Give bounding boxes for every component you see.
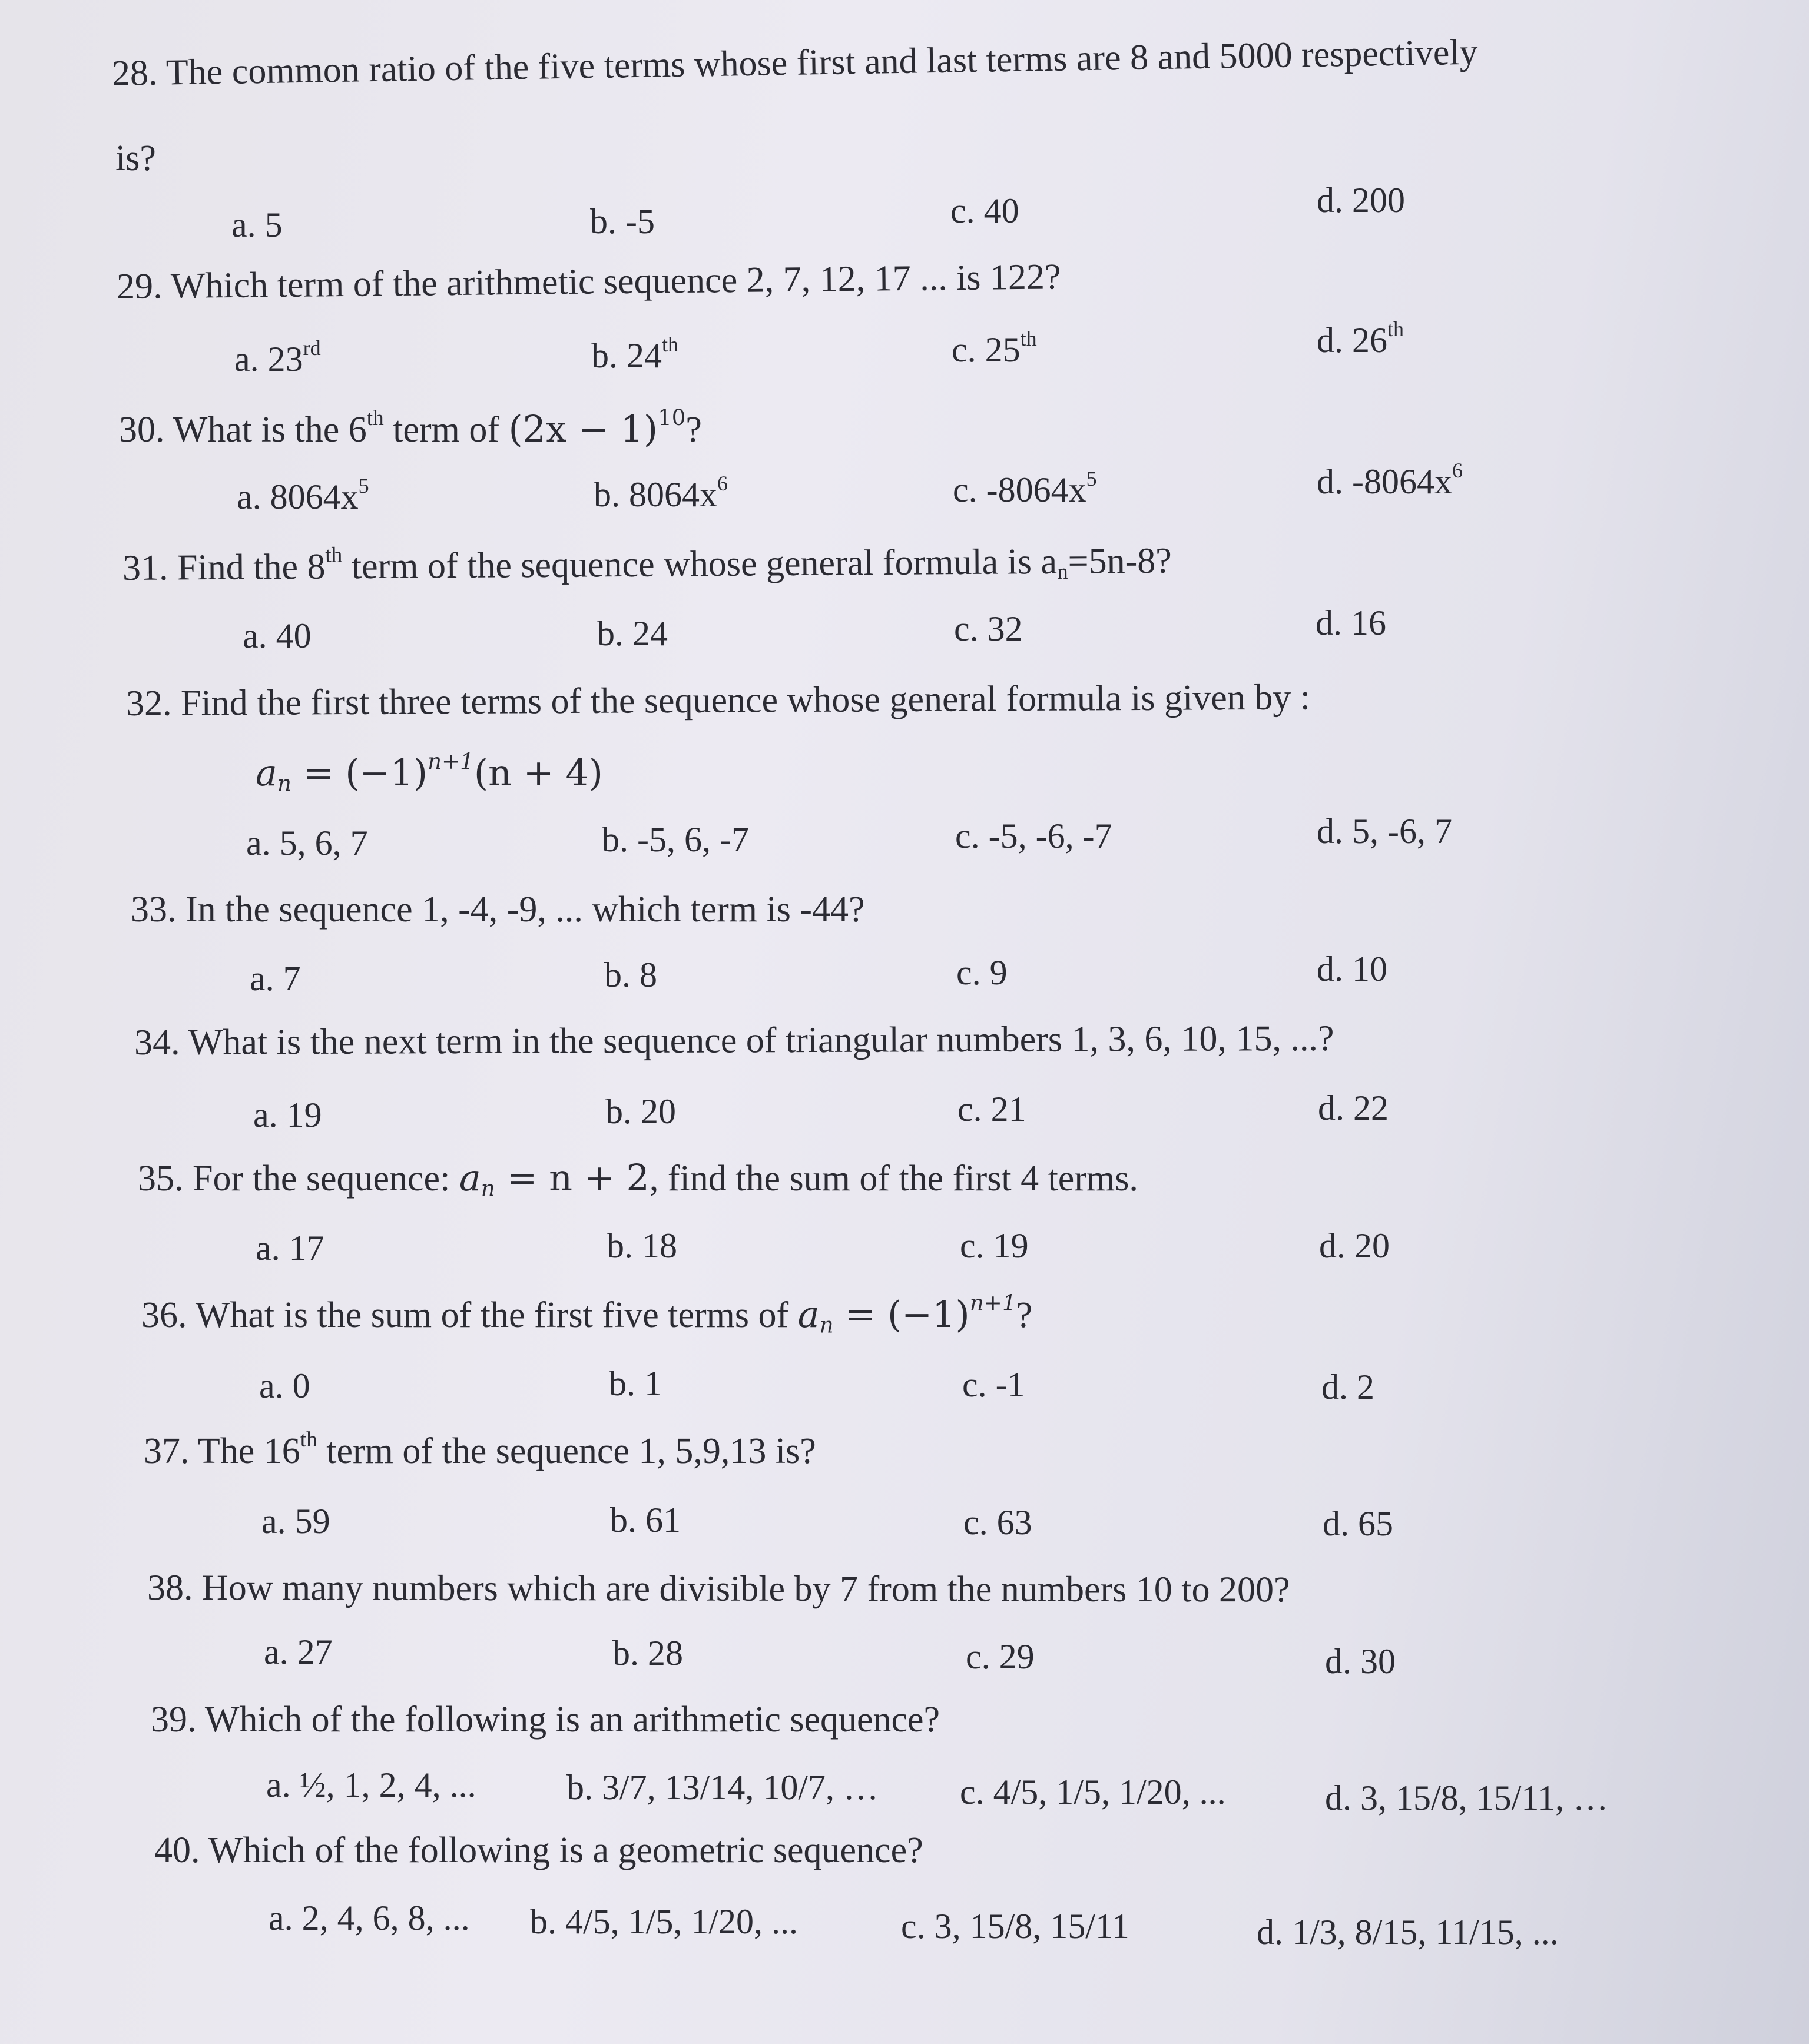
option-28-d[interactable]: d. 200 xyxy=(1317,181,1405,220)
option-38-a[interactable]: a. 27 xyxy=(264,1632,333,1671)
option-28-b[interactable]: b. -5 xyxy=(590,202,655,241)
question-number: 39. xyxy=(151,1700,197,1740)
question-34 xyxy=(134,1017,1334,1064)
option-38-d[interactable]: d. 30 xyxy=(1325,1642,1396,1681)
option-35-b[interactable]: b. 18 xyxy=(607,1226,677,1265)
question-text: Which of the following is an arithmetic sequence? xyxy=(204,1700,940,1740)
option-31-a[interactable]: a. 40 xyxy=(243,616,312,655)
question-number: 33. xyxy=(131,890,177,930)
question-28-continued xyxy=(115,137,156,180)
option-30-c[interactable]: c. $-8064x^5$ xyxy=(953,467,1097,509)
option-34-b[interactable]: b. 20 xyxy=(605,1092,676,1131)
question-38 xyxy=(147,1566,1290,1611)
option-37-d[interactable]: d. 65 xyxy=(1323,1504,1393,1543)
question-32 xyxy=(126,675,1310,725)
question-text: How many numbers which are divisible by 7 from the numbers 10 to 200? xyxy=(201,1568,1290,1610)
option-33-b[interactable]: b. 8 xyxy=(604,955,657,994)
question-number: 40. xyxy=(154,1830,200,1870)
option-32-b[interactable]: b. -5, 6, -7 xyxy=(602,820,749,859)
question-number: 28. xyxy=(111,52,158,94)
option-31-d[interactable]: d. 16 xyxy=(1316,603,1386,642)
option-39-a[interactable]: a. ½, 1, 2, 4, ... xyxy=(266,1766,476,1804)
question-number: 36. xyxy=(141,1295,187,1335)
option-35-c[interactable]: c. 19 xyxy=(960,1226,1029,1265)
option-32-a[interactable]: a. 5, 6, 7 xyxy=(246,824,368,862)
option-29-d[interactable]: d. 26th xyxy=(1317,317,1404,360)
question-36: 36. What is the sum of the first five terms of $a_n = (-1)^{n+1}$? xyxy=(141,1290,1033,1338)
option-40-d[interactable]: d. 1/3, 8/15, 11/15, ... xyxy=(1257,1913,1559,1952)
option-36-d[interactable]: d. 2 xyxy=(1321,1368,1374,1406)
option-36-a[interactable]: a. 0 xyxy=(259,1366,310,1405)
option-39-b[interactable]: b. 3/7, 13/14, 10/7, … xyxy=(566,1768,879,1807)
option-31-c[interactable]: c. 32 xyxy=(954,609,1023,648)
option-40-a[interactable]: a. 2, 4, 6, 8, ... xyxy=(269,1899,470,1937)
question-number: 32. xyxy=(125,683,172,724)
option-34-c[interactable]: c. 21 xyxy=(957,1090,1026,1129)
option-36-b[interactable]: b. 1 xyxy=(609,1364,662,1403)
option-31-b[interactable]: b. 24 xyxy=(597,614,668,653)
option-38-c[interactable]: c. 29 xyxy=(966,1637,1035,1676)
option-40-b[interactable]: b. 4/5, 1/5, 1/20, ... xyxy=(530,1902,799,1941)
option-32-c[interactable]: c. -5, -6, -7 xyxy=(955,817,1112,855)
option-35-a[interactable]: a. 17 xyxy=(256,1229,324,1267)
question-28 xyxy=(111,31,1478,95)
option-28-a[interactable]: a. 5 xyxy=(231,205,283,244)
question-text: The common ratio of the five terms whose first and last terms are 8 and 5000 respectively xyxy=(165,32,1479,93)
option-32-d[interactable]: d. 5, -6, 7 xyxy=(1317,812,1452,851)
question-33 xyxy=(131,888,865,931)
question-number: 29. xyxy=(116,266,163,307)
question-37: 37. The 16th term of the sequence 1, 5,9,13 is? xyxy=(144,1428,816,1471)
question-text: Which term of the arithmetic sequence 2, 7, 12, 17 ... is 122? xyxy=(170,257,1061,307)
question-text: Find the first three terms of the sequence whose general formula is given by : xyxy=(180,677,1311,724)
question-40 xyxy=(154,1829,923,1872)
question-number: 34. xyxy=(134,1022,180,1063)
option-40-c[interactable]: c. 3, 15/8, 15/11 xyxy=(901,1907,1129,1946)
option-34-a[interactable]: a. 19 xyxy=(253,1096,322,1134)
option-29-b[interactable]: b. 24th xyxy=(591,333,679,375)
question-text: Which of the following is a geometric sequence? xyxy=(208,1830,923,1870)
question-29 xyxy=(117,255,1061,308)
option-33-d[interactable]: d. 10 xyxy=(1317,950,1387,988)
option-37-c[interactable]: c. 63 xyxy=(963,1503,1032,1542)
question-number: 30. xyxy=(119,410,165,450)
option-28-c[interactable]: c. 40 xyxy=(950,191,1019,230)
option-34-d[interactable]: d. 22 xyxy=(1318,1089,1389,1127)
option-30-d[interactable]: d. $-8064x^6$ xyxy=(1317,459,1463,501)
question-number: 37. xyxy=(144,1431,190,1471)
option-30-b[interactable]: b. $8064x^6$ xyxy=(594,472,728,514)
option-33-c[interactable]: c. 9 xyxy=(956,953,1008,992)
question-number: 31. xyxy=(122,548,168,588)
question-31: 31. Find the 8th term of the sequence whose general formula is $a_n=5n-8$? xyxy=(122,540,1172,588)
option-38-b[interactable]: b. 28 xyxy=(612,1634,683,1673)
question-35: 35. For the sequence: $a_n = n + 2$, find the sum of the first 4 terms. xyxy=(138,1156,1138,1202)
question-32-formula: $a_n = (-1)^{n+1}(n + 4)$ xyxy=(256,748,603,797)
option-33-a[interactable]: a. 7 xyxy=(250,959,301,998)
question-number: 38. xyxy=(147,1568,193,1608)
question-30: 30. What is the 6th term of $(2x - 1)^{10}$? xyxy=(119,404,702,450)
option-37-b[interactable]: b. 61 xyxy=(610,1501,681,1539)
question-39 xyxy=(151,1698,940,1741)
option-29-c[interactable]: c. 25th xyxy=(952,327,1037,369)
option-30-a[interactable]: a. $8064x^5$ xyxy=(237,474,369,516)
question-number: 35. xyxy=(138,1159,184,1199)
question-text-continued: is? xyxy=(115,138,156,178)
option-37-a[interactable]: a. 59 xyxy=(261,1502,330,1541)
option-35-d[interactable]: d. 20 xyxy=(1319,1226,1390,1265)
option-39-d[interactable]: d. 3, 15/8, 15/11, … xyxy=(1325,1778,1609,1817)
option-39-c[interactable]: c. 4/5, 1/5, 1/20, ... xyxy=(960,1773,1226,1811)
option-36-c[interactable]: c. -1 xyxy=(962,1365,1025,1404)
question-text: What is the next term in the sequence of triangular numbers 1, 3, 6, 10, 15, ...? xyxy=(188,1018,1334,1063)
question-text: In the sequence 1, -4, -9, ... which term is -44? xyxy=(185,890,865,930)
option-29-a[interactable]: a. 23rd xyxy=(234,336,321,379)
